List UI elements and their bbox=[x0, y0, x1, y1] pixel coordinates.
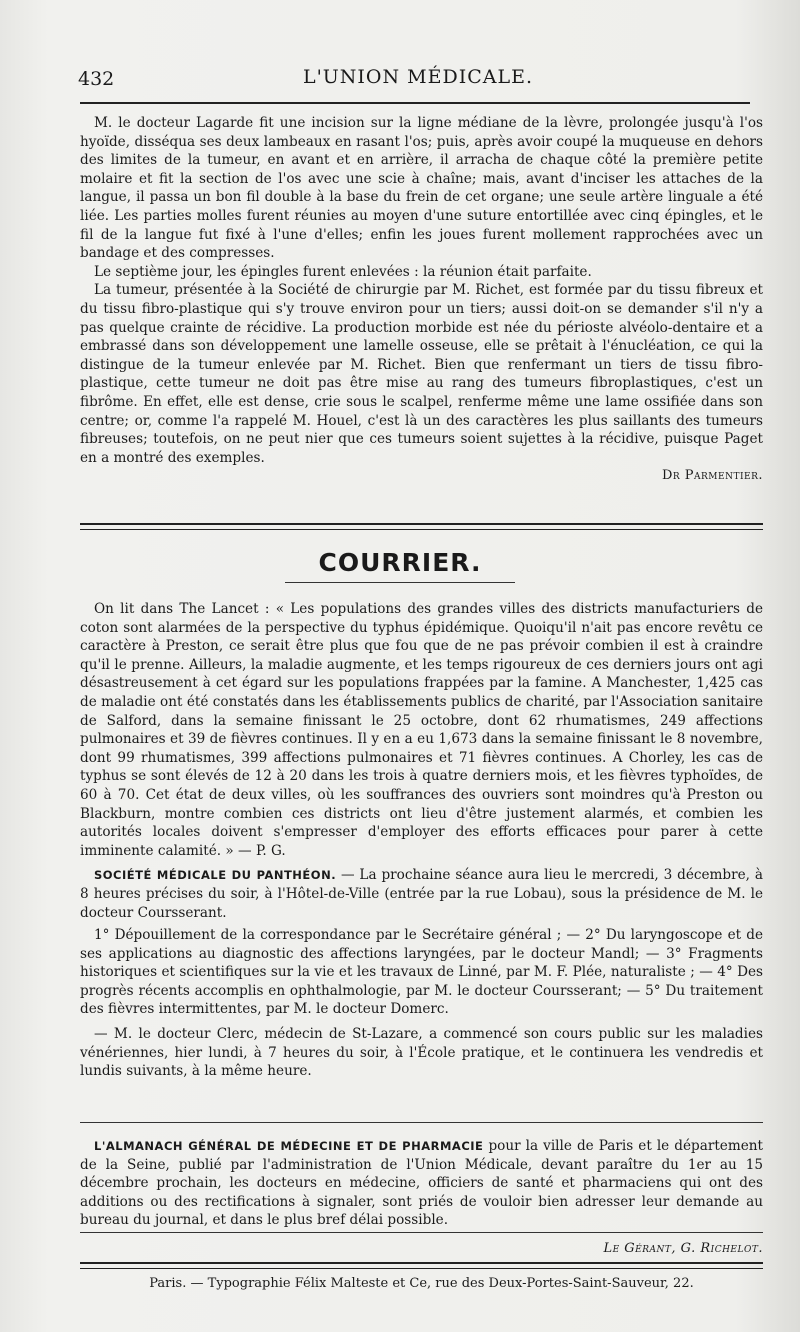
gerant-signature: Le Gérant, G. Richelot. bbox=[603, 1241, 763, 1256]
running-title: L'UNION MÉDICALE. bbox=[302, 66, 534, 88]
almanach-text: pour la ville de Paris et le département de la Seine, publié par l'administration de l'Union Médicale, devant paraître du 1er au 15 décembre prochain, les docteurs en médecine, officiers de santé et pharmaciens qui ont des additions ou des rectifications à signaler, sont priés de vouloir bien adresser leur demande au bureau du journal, et dans le plus bref délai possible. bbox=[80, 1138, 763, 1229]
societe-paragraph bbox=[80, 866, 763, 922]
gerant-divider bbox=[80, 1232, 763, 1233]
ordre-du-jour: 1° Dépouillement de la correspondance par le Secrétaire général ; — 2° Du laryngoscope et de ses applications au diagnostic des affections laryngées, par le docteur Mandl; — 3° Fragments historiques et scientifiques sur la vie et les travaux de Linné, par M. F. Plée, naturaliste ; — 4° Des progrès récents accomplis en ophthalmologie, par M. le docteur Coursserant; — 5° Du traitement des fièvres intermittentes, par M. le docteur Domerc. bbox=[80, 927, 763, 1018]
article-paragraph: Le septième jour, les épingles furent enlevées : la réunion était parfaite. bbox=[94, 263, 592, 280]
article-signature: Dr Parmentier. bbox=[661, 468, 763, 484]
lancet-paragraph: On lit dans The Lancet : « Les populations des grandes villes des districts manufacturiers de coton sont alarmées de la perspective du typhus épidémique. Quoiqu'il n'ait pas encore revêtu ce caractère à Preston, ce serait être plus que fou que de ne pas prévoir combien il est à craindre qu'il le prenne. Ailleurs, la maladie augmente, et les temps rigoureux de ces derniers jours ont agi désastreusement à cet égard sur les populations frappées par la famine. A Manchester, 1,425 cas de maladie ont été constatés dans les établissements publics de charité, par l'Association sanitaire de Salford, dans la semaine finissant le 25 octobre, dont 62 rhumatismes, 249 affections pulmonaires et 39 de fièvres continues. Il y en a eu 1,673 dans la semaine finissant le 8 novembre, dont 99 rhumatismes, 399 affections pulmonaires et 71 fièvres continues. A Chorley, les cas de typhus se sont élevés de 12 à 20 dans les trois à quatre derniers mois, et les fièvres typhoïdes, de 60 à 70. Cet état de deux villes, où les souffrances des ouvriers sont moindres qu'à Preston ou Blackburn, montre combien ces districts ont lieu d'être justement alarmés, et combien les autorités locales doivent s'empresser d'employer des efforts efficaces pour parer à cette imminente calamité. » — P. G. bbox=[80, 601, 763, 859]
societe-text: — La prochaine séance aura lieu le mercredi, 3 décembre, à 8 heures précises du soir, à l'Hôtel-de-Ville (entrée par la rue Lobau), sous la présidence de M. le docteur Coursserant. bbox=[80, 867, 763, 921]
imprint-line: Paris. — Typographie Félix Malteste et Ce, rue des Deux-Portes-Saint-Sauveur, 22. bbox=[149, 1276, 694, 1291]
article-continuation bbox=[80, 114, 763, 486]
almanach-divider bbox=[80, 1122, 763, 1123]
courrier-body bbox=[80, 600, 763, 1081]
section-divider bbox=[80, 523, 763, 530]
almanach-paragraph bbox=[80, 1137, 763, 1230]
clerc-paragraph: — M. le docteur Clerc, médecin de St-Lazare, a commencé son cours public sur les maladies vénériennes, hier lundi, à 7 heures du soir, à l'École pratique, et le continuera les vendredis et lundis suivants, à la même heure. bbox=[80, 1026, 763, 1080]
gerant-block bbox=[80, 1240, 763, 1259]
page-number: 432 bbox=[78, 68, 115, 90]
almanach-notice bbox=[80, 1137, 763, 1230]
page-header bbox=[78, 62, 758, 92]
title-underline bbox=[285, 582, 515, 583]
courrier-title: COURRIER. bbox=[318, 548, 482, 577]
article-paragraph: La tumeur, présentée à la Société de chirurgie par M. Richet, est formée par du tissu fibreux et du tissu fibro-plastique qui s'y trouve environ pour un tiers; aussi doit-on se demander s'il n'y a pas quelque crainte de récidive. La production morbide est née du périoste alvéolo-dentaire et a embrassé dans son développement une lamelle osseuse, elle se prêtait à l'énucléation, ce qui la distingue de la tumeur enlevée par M. Richet. Bien que renfermant un tiers de tissu fibro-plastique, cette tumeur ne doit pas être mise au rang des tumeurs fibroplastiques, c'est un fibrôme. En effet, elle est dense, crie sous le scalpel, renferme même une lame ossifiée dans son centre; or, comme l'a rappelé M. Houel, c'est là un des caractères les plus saillants des tumeurs fibreuses; toutefois, on ne peut nier que ces tumeurs soient sujettes à la récidive, puisque Paget en a montré des exemples. bbox=[80, 282, 763, 466]
almanach-heading: L'ALMANACH GÉNÉRAL DE MÉDECINE ET DE PHARMACIE bbox=[94, 1139, 484, 1153]
societe-heading: SOCIÉTÉ MÉDICALE DU PANTHÉON. bbox=[94, 868, 337, 883]
header-rule bbox=[80, 102, 750, 104]
footer-divider bbox=[80, 1262, 763, 1269]
article-paragraph: M. le docteur Lagarde fit une incision sur la ligne médiane de la lèvre, prolongée jusqu'à l'os hyoïde, disséqua ses deux lambeaux en rasant l'os; puis, après avoir coupé la muqueuse en dehors des limites de la tumeur, en avant et en arrière, il arracha de chaque côté la première petite molaire et fit la section de l'os avec une scie à chaîne; mais, avant d'inciser les attaches de la langue, il passa un bon fil double à la base du frein de cet organe; une seule artère linguale a été liée. Les parties molles furent réunies au moyen d'une suture entortillée avec cinq épingles, et le fil de la langue fut fixé à l'une d'elles; enfin les joues furent mollement rapprochées avec un bandage et des compresses. bbox=[80, 115, 763, 262]
